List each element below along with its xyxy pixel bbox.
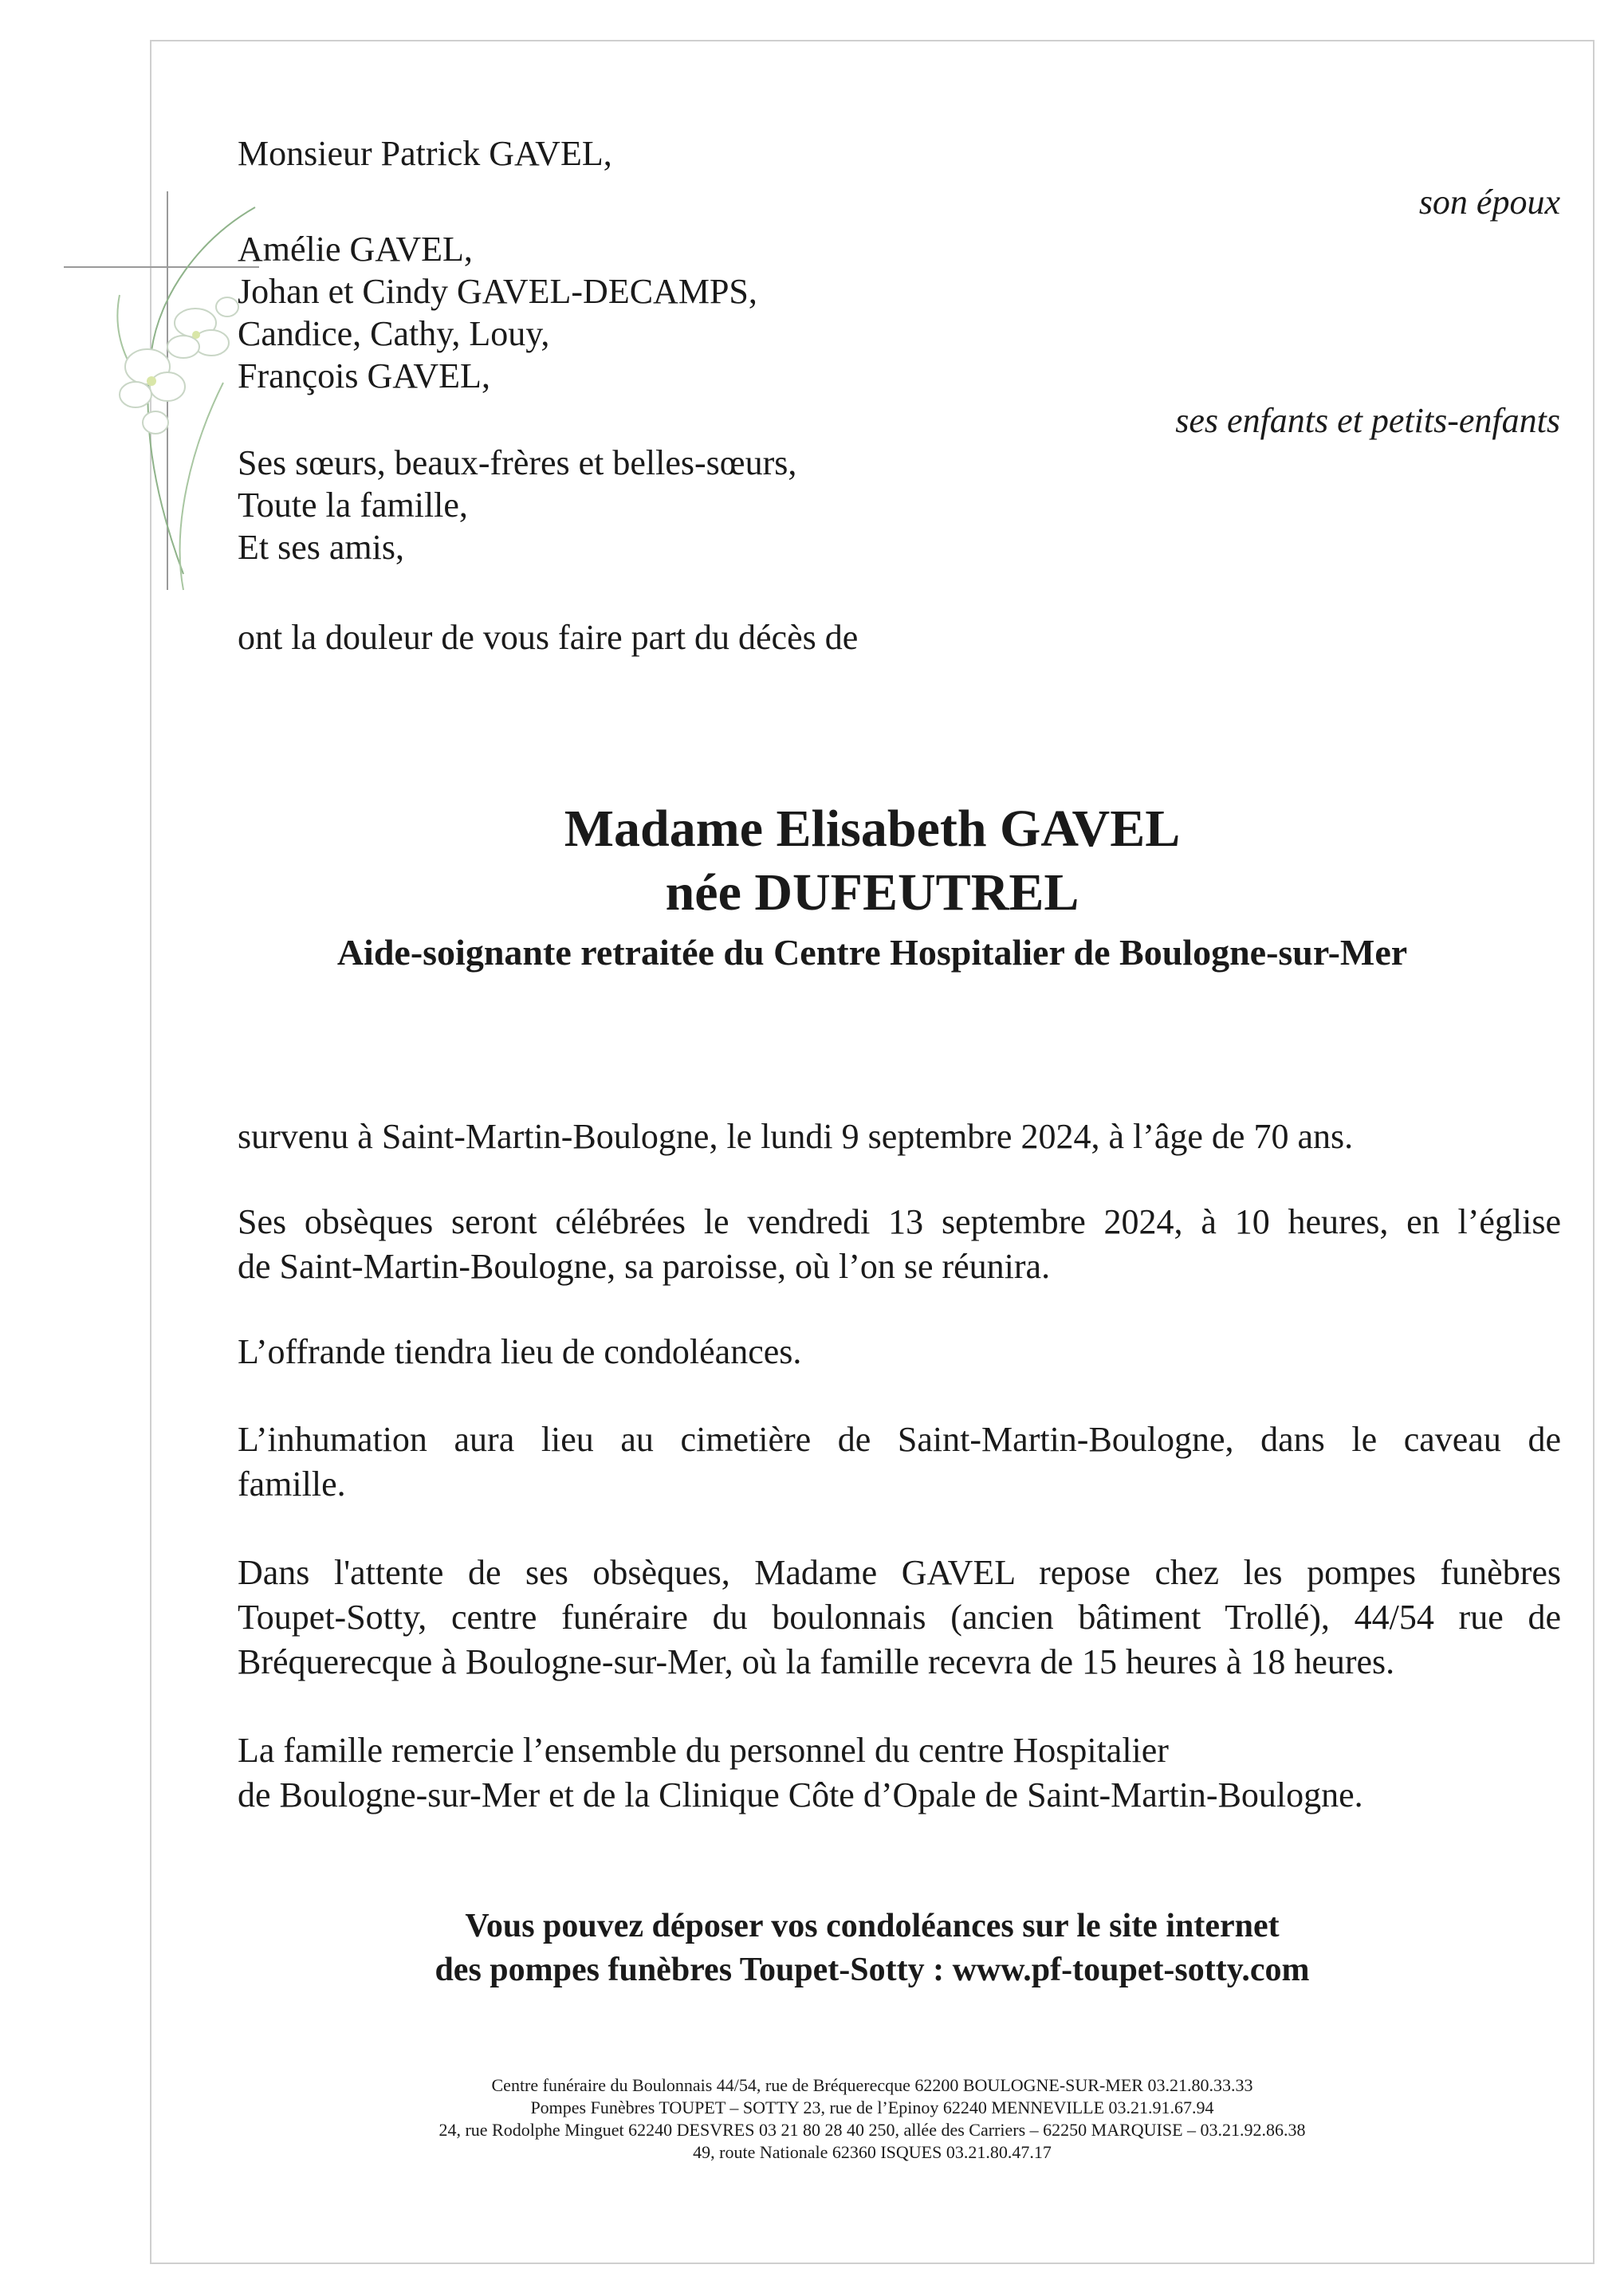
family-line-husband: Monsieur Patrick GAVEL, xyxy=(238,134,612,173)
paragraph-thanks xyxy=(238,1728,1561,1818)
paragraph-burial-line-2: famille. xyxy=(238,1464,346,1504)
paragraph-resting-line-3: Bréquerecque à Boulogne-sur-Mer, où la famille recevra de 15 heures à 18 heures. xyxy=(238,1642,1395,1681)
cross-orchid-icon xyxy=(64,175,263,606)
family-line-family: Toute la famille, xyxy=(238,486,468,525)
family-line-siblings: Ses sœurs, beaux-frères et belles-sœurs, xyxy=(238,443,797,482)
role-children: ses enfants et petits-enfants xyxy=(1175,401,1560,440)
paragraph-resting-line-2: Toupet-Sotty, centre funéraire du boulonnais (ancien bâtiment Trollé), 44/54 rue de xyxy=(238,1598,1561,1637)
paragraph-offering-line: L’offrande tiendra lieu de condoléances. xyxy=(238,1332,802,1371)
paragraph-offering xyxy=(238,1330,1561,1374)
paragraph-thanks-line-2: de Boulogne-sur-Mer et de la Clinique Côte d’Opale de Saint-Martin-Boulogne. xyxy=(238,1775,1363,1814)
paragraph-death-line: survenu à Saint-Martin-Boulogne, le lundi 9 septembre 2024, à l’âge de 70 ans. xyxy=(238,1117,1354,1156)
paragraph-funeral xyxy=(238,1200,1561,1289)
family-line-grandchildren: Candice, Cathy, Louy, xyxy=(238,314,550,353)
family-line-friends: Et ses amis, xyxy=(238,528,404,567)
paragraph-burial-line-1: L’inhumation aura lieu au cimetière de Saint-Martin-Boulogne, dans le caveau de xyxy=(238,1420,1561,1459)
role-husband: son époux xyxy=(1418,183,1560,222)
footer-address-4: 49, route Nationale 62360 ISQUES 03.21.80.47.17 xyxy=(693,2142,1052,2162)
family-line-child-3: François GAVEL, xyxy=(238,356,490,395)
paragraph-funeral-line-1: Ses obsèques seront célébrées le vendredi 13 septembre 2024, à 10 heures, en l’église xyxy=(238,1202,1561,1241)
footer-address-1: Centre funéraire du Boulonnais 44/54, rue de Bréquerecque 62200 BOULOGNE-SUR-MER 03.21.80.33.33 xyxy=(491,2075,1253,2095)
paragraph-death xyxy=(238,1115,1561,1159)
footer-address-2: Pompes Funèbres TOUPET – SOTTY 23, rue de l’Epinoy 62240 MENNEVILLE 03.21.91.67.94 xyxy=(530,2097,1214,2117)
paragraph-thanks-line-1: La famille remercie l’ensemble du personnel du centre Hospitalier xyxy=(238,1731,1169,1770)
paragraph-funeral-line-2: de Saint-Martin-Boulogne, sa paroisse, où l’on se réunira. xyxy=(238,1247,1051,1286)
condolences-line-1: Vous pouvez déposer vos condoléances sur le site internet xyxy=(465,1908,1280,1944)
footer-address-3: 24, rue Rodolphe Minguet 62240 DESVRES 03 21 80 28 40 250, allée des Carriers – 62250 MARQUISE – 03.21.92.86.38 xyxy=(438,2120,1306,2140)
family-line-child-2: Johan et Cindy GAVEL-DECAMPS, xyxy=(238,272,757,311)
paragraph-burial xyxy=(238,1417,1561,1507)
announcement-intro: ont la douleur de vous faire part du décès de xyxy=(238,618,859,657)
paragraph-resting-line-1: Dans l'attente de ses obsèques, Madame GAVEL repose chez les pompes funèbres xyxy=(238,1553,1561,1592)
paragraph-resting xyxy=(238,1551,1561,1685)
deceased-name: Madame Elisabeth GAVEL xyxy=(564,800,1181,858)
deceased-title: Aide-soignante retraitée du Centre Hospitalier de Boulogne-sur-Mer xyxy=(336,932,1408,973)
deceased-maiden-name: née DUFEUTREL xyxy=(665,863,1079,922)
condolences-line-2: des pompes funèbres Toupet-Sotty : www.pf-toupet-sotty.com xyxy=(435,1952,1310,1988)
family-line-child-1: Amélie GAVEL, xyxy=(238,230,473,269)
